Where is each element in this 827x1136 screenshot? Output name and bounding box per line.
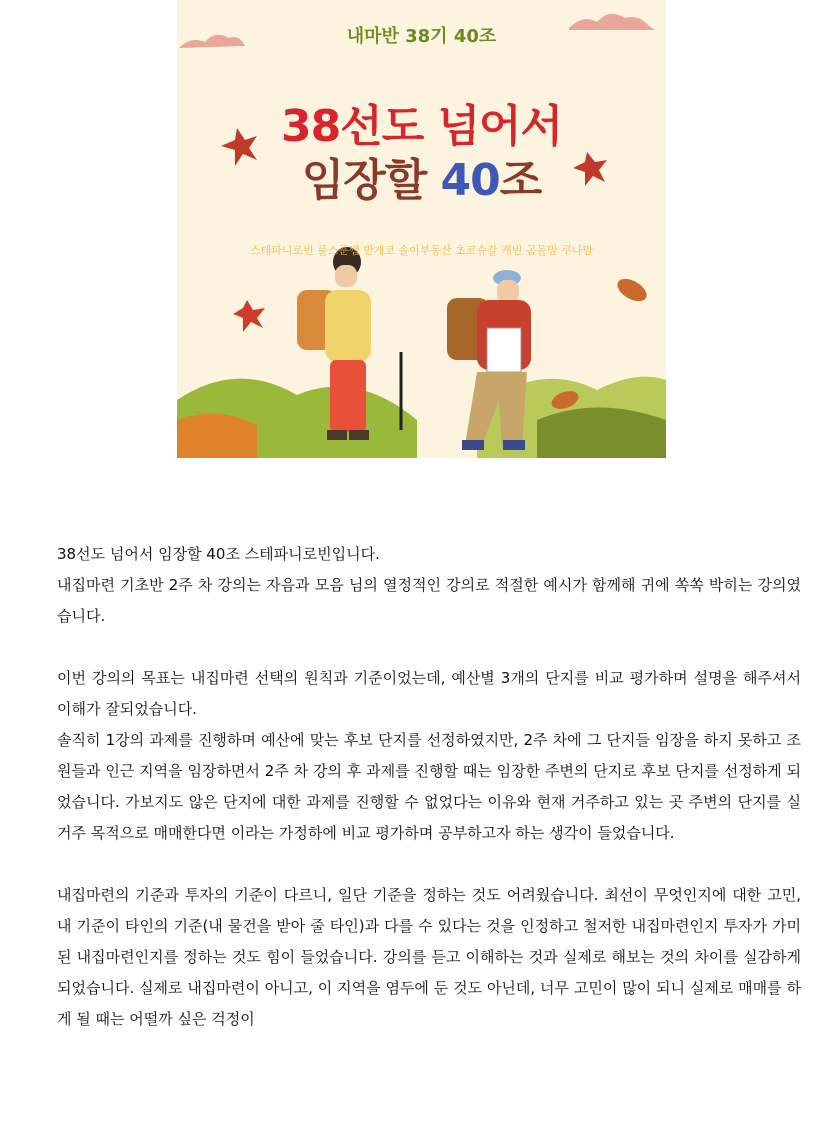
paragraph: 38선도 넘어서 임장할 40조 스테파니로빈입니다. bbox=[57, 545, 380, 563]
paragraph: 솔직히 1강의 과제를 진행하며 예산에 맞는 후보 단지를 선정하였지만, 2주 차에 그 단지들 임장을 하지 못하고 조원들과 인근 지역을 임장하면서 2주 차 강의 후 과제를 진행할 때는 임장한 주변의 단지로 후보 단지를 선정하게 되었습니다. 가보지도 않은 단지에 대한 과제를 진행할 수 없었다는 이유와 현재 거주하고 있는 곳 주변의 단지를 실거주 목적으로 매매한다면 이라는 가정하에 비교 평가하며 공부하고자 하는 생각이 들었습니다. bbox=[57, 731, 801, 842]
hikers-illustration bbox=[177, 0, 666, 458]
banner-title bbox=[177, 100, 666, 208]
title-line-1: 38선도 넘어서 bbox=[280, 101, 563, 152]
hill-right-dark bbox=[537, 408, 666, 459]
member-names: 스테파니로빈 풀스푼쌤 반개코 솔이부동산 초코슈갈 캐빈 곰돌맘 쿠나맘 bbox=[249, 244, 594, 257]
paragraph: 이번 강의의 목표는 내집마련 선택의 원칙과 기준이었는데, 예산별 3개의 단지를 비교 평가하며 설명을 해주셔서 이해가 잘되었습니다. bbox=[57, 669, 801, 718]
title-line-2-suffix: 조 bbox=[499, 155, 542, 206]
paragraph: 내집마련의 기준과 투자의 기준이 다르니, 일단 기준을 정하는 것도 어려웠습니다. 최선이 무엇인지에 대한 고민, 내 기준이 타인의 기준(내 물건을 받아 줄 타인)과 다를 수 있다는 것을 인정하고 철저한 내집마련인지 투자가 가미된 내집마련인지를 정하는 것도 힘이 들었습니다. 강의를 듣고 이해하는 것과 실제로 해보는 것의 차이를 실감하게 되었습니다. 실제로 내집마련이 아니고, 이 지역을 염두에 둔 것도 아닌데, 너무 고민이 많이 되니 실제로 매매를 하게 될 때는 어떨까 싶은 걱정이 bbox=[57, 886, 801, 1028]
title-line-2-prefix: 임장할 bbox=[301, 155, 441, 206]
paragraph: 내집마련 기초반 2주 차 강의는 자음과 모음 님의 열정적인 강의로 적절한 예시가 함께해 귀에 쏙쏙 박히는 강의였습니다. bbox=[57, 576, 801, 625]
group-label: 내마반 38기 40조 bbox=[346, 26, 497, 47]
title-number: 40 bbox=[440, 155, 500, 206]
leaf-icon bbox=[614, 274, 651, 306]
title-line-2 bbox=[177, 154, 666, 208]
maple-leaf-icon bbox=[233, 300, 265, 332]
cover-banner bbox=[177, 0, 666, 458]
article-body bbox=[57, 539, 801, 1035]
hill-orange bbox=[177, 414, 257, 458]
